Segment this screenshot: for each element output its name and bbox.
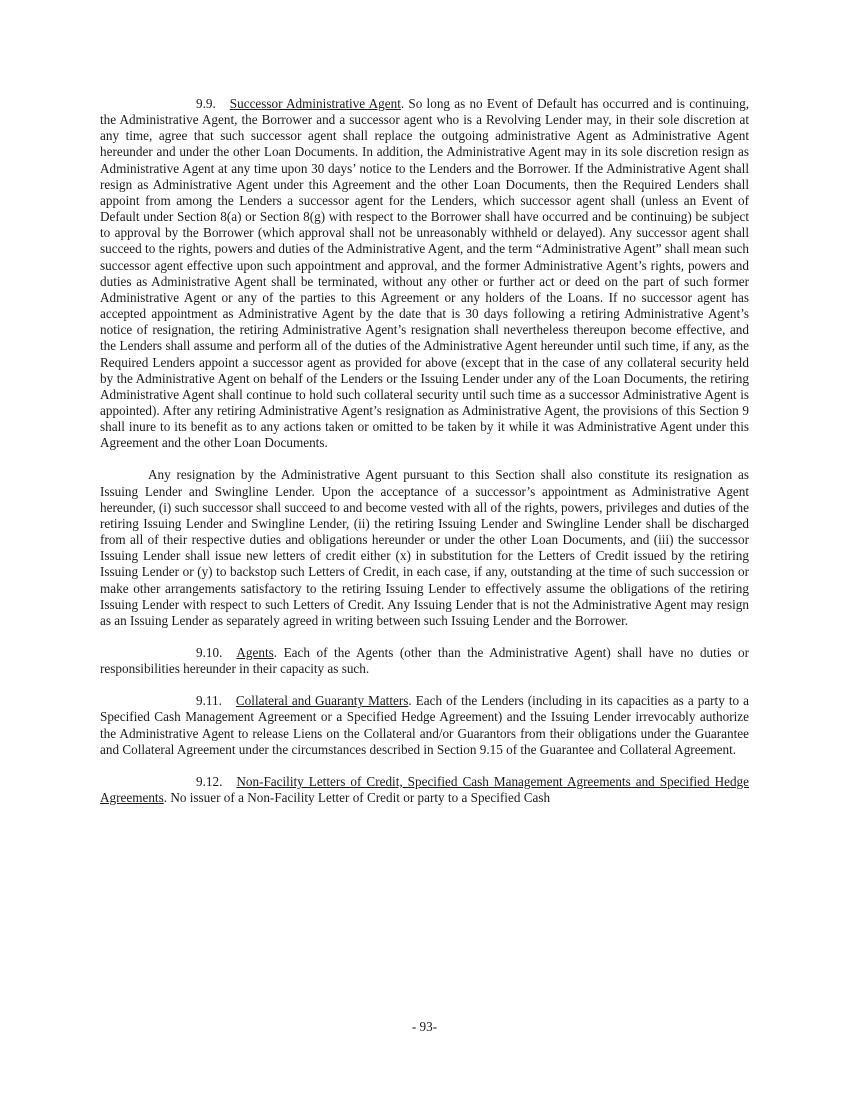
- section-number: 9.10.: [196, 645, 223, 660]
- section-9-9: [100, 96, 749, 451]
- section-body: . No issuer of a Non-Facility Letter of Credit or party to a Specified Cash: [163, 790, 551, 806]
- section-number: 9.12.: [196, 773, 223, 789]
- section-body: . So long as no Event of Default has occurred and is continuing, the Administrative Agent, the Borrower and a successor agent who is a Revolving Lender may, in their sole discretion at any time, agree that such successor agent shall replace the outgoing administrative Agent as Administrative Agent hereunder and under the other Loan Documents. In addition, the Administrative Agent may in its sole discretion resign as Administrative Agent at any time upon 30 days’ notice to the Lenders and the Borrower. If the Administrative Agent shall resign as Administrative Agent under this Agreement and the other Loan Documents, then the Required Lenders shall appoint from among the Lenders a successor agent for the Lenders, which successor agent shall (unless an Event of Default under Section 8(a) or Section 8(g) with respect to the Borrower shall have occurred and be continuing) be subject to approval by the Borrower (which approval shall not be unreasonably withheld or delayed). Any successor agent shall succeed to the rights, powers and duties of the Administrative Agent, and the term “Administrative Agent” shall mean such successor agent effective upon such appointment and approval, and the former Administrative Agent’s rights, powers and duties as Administrative Agent shall be terminated, without any other or further act or deed on the part of such former Administrative Agent or any of the parties to this Agreement or any holders of the Loans. If no successor agent has accepted appointment as Administrative Agent by the date that is 30 days following a retiring Administrative Agent’s notice of resignation, the retiring Administrative Agent’s resignation shall nevertheless thereupon become effective, and the Lenders shall assume and perform all of the duties of the Administrative Agent hereunder until such time, if any, as the Required Lenders appoint a successor agent as provided for above (except that in the case of any collateral security held by the Administrative Agent on behalf of the Lenders or the Issuing Lender under any of the Loan Documents, the retiring Administrative Agent shall continue to hold such collateral security until such time as a successor Administrative Agent is appointed). After any retiring Administrative Agent’s resignation as Administrative Agent, the provisions of this Section 9 shall inure to its benefit as to any actions taken or omitted to be taken by it while it was Administrative Agent under this Agreement and the other Loan Documents.: [100, 96, 749, 451]
- section-9-10: [100, 645, 749, 677]
- section-number: 9.9.: [196, 96, 216, 111]
- section-heading: Agents: [236, 645, 274, 660]
- section-9-11: [100, 693, 749, 758]
- section-body: . Each of the Agents (other than the Administrative Agent) shall have no duties or responsibilities hereunder in their capacity as such.: [100, 645, 749, 677]
- section-9-12: [100, 774, 749, 806]
- page-number: - 93-: [411, 1019, 438, 1034]
- document-page: [100, 96, 749, 806]
- section-number: 9.11.: [196, 693, 222, 709]
- section-heading: Non-Facility Letters of Credit, Specified Cash Management Agreements and Specified Hedge Agreements: [100, 773, 749, 806]
- resignation-paragraph: Any resignation by the Administrative Agent pursuant to this Section shall also constitute its resignation as Issuing Lender and Swingline Lender. Upon the acceptance of a successor’s appointment as Administrative Agent hereunder, (i) such successor shall succeed to and become vested with all of the rights, powers, privileges and duties of the retiring Issuing Lender and Swingline Lender, (ii) the retiring Issuing Lender and Swingline Lender shall be discharged from all of their respective duties and obligations hereunder or under the other Loan Documents, and (iii) the successor Issuing Lender shall issue new letters of credit either (x) in substitution for the Letters of Credit issued by the retiring Issuing Lender or (y) to backstop such Letters of Credit, in each case, if any, outstanding at the time of such succession or make other arrangements satisfactory to the retiring Issuing Lender to effectively assume the obligations of the retiring Issuing Lender with respect to such Letters of Credit. Any Issuing Lender that is not the Administrative Agent may resign as an Issuing Lender as separately agreed in writing between such Issuing Lender and the Borrower.: [100, 467, 749, 628]
- section-heading: Successor Administrative Agent: [229, 96, 401, 111]
- section-body: . Each of the Lenders (including in its capacities as a party to a Specified Cash Management Agreement or a Specified Hedge Agreement) and the Issuing Lender irrevocably authorize the Administrative Agent to release Liens on the Collateral and/or Guarantors from their obligations under the Guarantee and Collateral Agreement under the circumstances described in Section 9.15 of the Guarantee and Collateral Agreement.: [100, 693, 749, 757]
- section-heading: Collateral and Guaranty Matters: [235, 693, 409, 709]
